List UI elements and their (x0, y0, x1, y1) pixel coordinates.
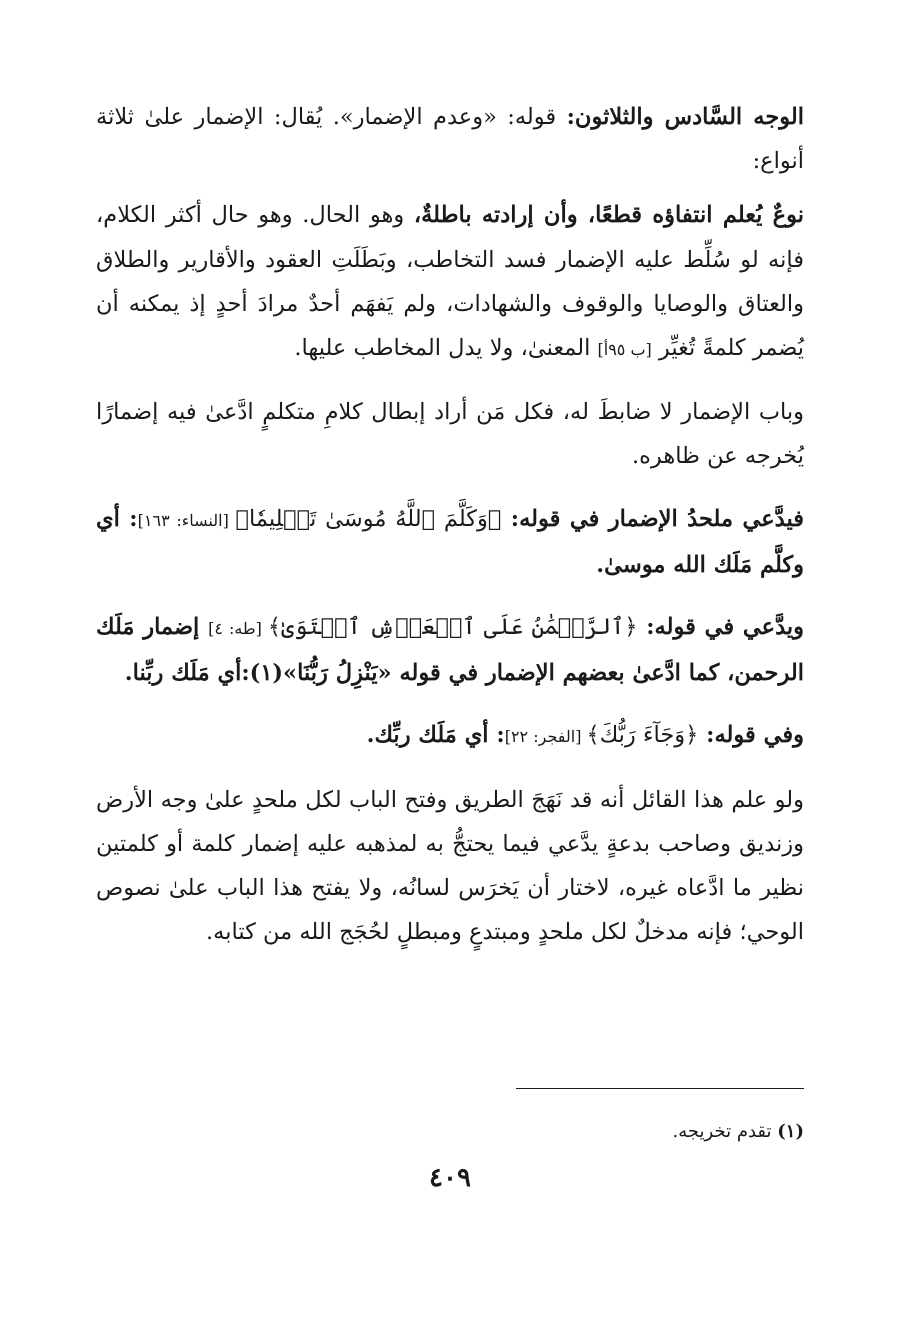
footnote (96, 1118, 804, 1146)
paragraph-4-after: : أي وكلَّم مَلَك الله موسىٰ. (96, 505, 804, 578)
footnote-divider (516, 1088, 804, 1089)
verse-reference: [الفجر: ٢٢] (504, 727, 587, 747)
page-number: ٤٠٩ (429, 1163, 471, 1193)
paragraph-4-before: فيدَّعي ملحدُ الإضمار في قوله: (501, 505, 804, 532)
paragraph-2-lead: نوعٌ يُعلم انتفاؤه قطعًا، وأن إرادته باطلةٌ، (413, 202, 804, 229)
quran-verse: ﴿ٱلرَّحۡمَٰنُ عَلَى ٱلۡعَرۡشِ ٱسۡتَوَىٰ﴾ (267, 614, 638, 641)
verse-reference: [طه: ٤] (208, 619, 268, 639)
page-body (96, 95, 804, 972)
quran-verse: ﴿وَكَلَّمَ ٱللَّهُ مُوسَىٰ تَكۡلِيمٗا﴾ (235, 505, 502, 532)
paragraph-3 (96, 390, 804, 478)
quran-verse: ﴿وَجَآءَ رَبُّكَ﴾ (586, 722, 699, 749)
paragraph-6-after: : أي مَلَك ربِّك. (366, 722, 505, 749)
paragraph-5 (96, 605, 804, 695)
paragraph-1-lead: الوجه السَّادس والثلاثون: (566, 104, 805, 130)
paragraph-1-text: قوله: «وعدم الإضمار». يُقال: الإضمار علىٰ ثلاثة أنواع: (96, 104, 804, 175)
paragraph-1 (96, 95, 804, 183)
paragraph-5-mid: إضمار مَلَك الرحمن، كما ادَّعىٰ بعضهم الإضمار في قوله « (96, 614, 804, 687)
paragraph-5-before: ويدَّعي في قوله: (637, 614, 805, 641)
paragraph-2 (96, 193, 804, 372)
verse-reference: [النساء: ١٦٣] (137, 510, 236, 530)
paragraph-4 (96, 497, 804, 587)
paragraph-3-text: وباب الإضمار لا ضابطَ له، فكل مَن أراد إبطال كلامِ متكلمٍ ادَّعىٰ فيه إضمارًا يُخرجه عن ظاهره. (96, 399, 804, 470)
paragraph-6 (96, 713, 804, 759)
hadith-quote: يَنْزِلُ رَبُّنَا (297, 660, 378, 687)
paragraph-5-after: :أي مَلَك ربِّنا. (124, 660, 250, 687)
footnote-text: تقدم تخريجه. (672, 1121, 772, 1142)
paragraph-2-tail: المعنىٰ، ولا يدل المخاطب عليها. (294, 335, 598, 362)
paragraph-6-before: وفي قوله: (698, 722, 804, 749)
paragraph-7 (96, 778, 804, 955)
manuscript-marker: [ب ٩٥أ] (597, 340, 652, 360)
paragraph-7-text: ولو علم هذا القائل أنه قد نَهَجَ الطريق وفتح الباب لكل ملحدٍ علىٰ وجه الأرض وزنديق وصاحب بدعةٍ يدَّعي فيما يحتجُّ به لمذهبه عليه إضمار كلمة أو كلمتين نظير ما ادَّعاه غيره، لاختار أن يَخرَس لسانُه، ولا يفتح هذا الباب علىٰ نصوص الوحي؛ فإنه مدخلٌ لكل ملحدٍ ومبتدعٍ ومبطلٍ لحُجَج الله من كتابه. (96, 786, 804, 946)
paragraph-2-text: وهو الحال. وهو حال أكثر الكلام، فإنه لو سُلِّط عليه الإضمار فسد التخاطب، وبَطَلَتِ العقود والأقارير والطلاق والعتاق والوصايا والوقوف والشهادات، ولم يَفهَم أحدٌ مرادَ أحدٍ إذ يمكنه أن يُضمر كلمةً تُغيِّر (96, 202, 804, 362)
footnote-number: (١) (777, 1121, 804, 1142)
footnote-reference: »(١) (249, 660, 298, 687)
